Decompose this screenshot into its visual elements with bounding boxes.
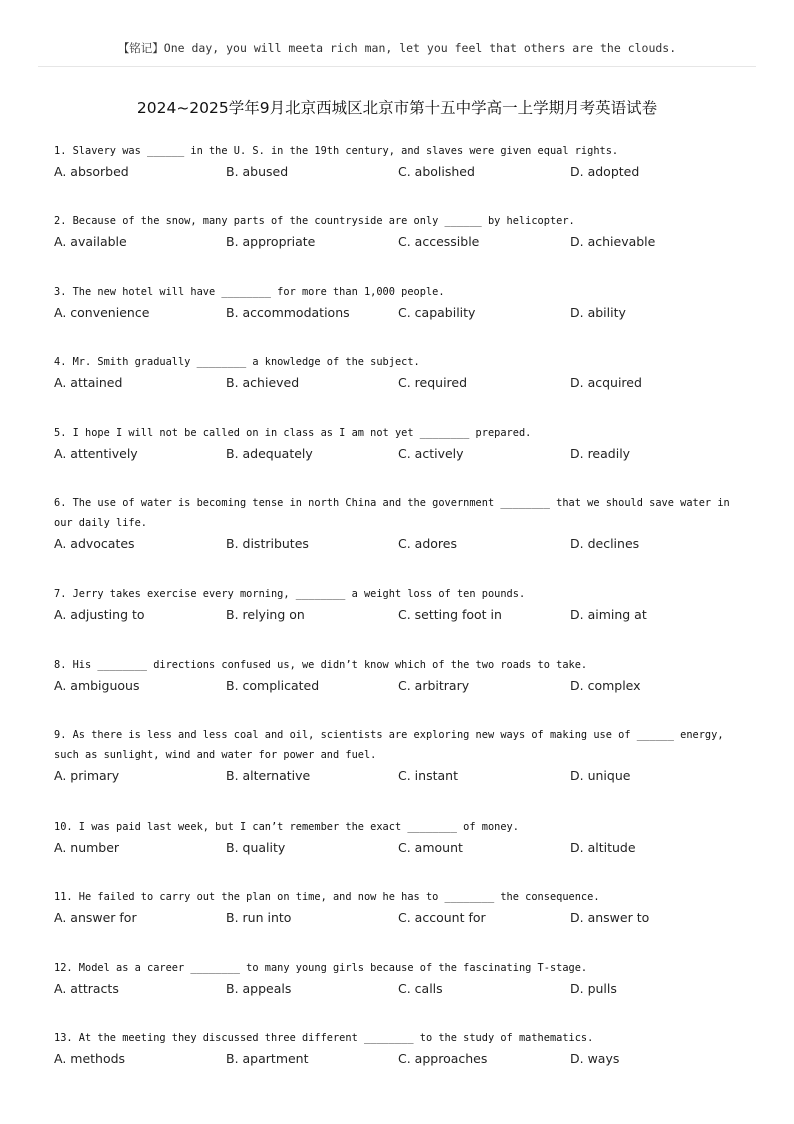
option-b: B. appropriate bbox=[226, 234, 316, 249]
option-c: C. capability bbox=[398, 305, 476, 320]
option-d: D. answer to bbox=[570, 910, 650, 925]
option-d: D. achievable bbox=[570, 234, 656, 249]
question-13 bbox=[54, 1028, 744, 1069]
question-10 bbox=[54, 817, 744, 858]
option-d: D. declines bbox=[570, 536, 640, 551]
question-1 bbox=[54, 141, 744, 182]
option-row bbox=[54, 979, 744, 999]
question-stem: 9. As there is less and less coal and oil, scientists are exploring new ways of making use of ______ energy, such as sunlight, wind and water for power and fuel. bbox=[54, 729, 730, 761]
option-c: C. calls bbox=[398, 981, 443, 996]
option-b: B. appeals bbox=[226, 981, 292, 996]
option-row bbox=[54, 373, 744, 393]
option-row bbox=[54, 838, 744, 858]
option-row bbox=[54, 534, 744, 554]
question-stem: 2. Because of the snow, many parts of the countryside are only ______ by helicopter. bbox=[54, 215, 575, 227]
option-a: A. attentively bbox=[54, 446, 138, 461]
question-11 bbox=[54, 887, 744, 928]
option-c: C. account for bbox=[398, 910, 486, 925]
option-row bbox=[54, 676, 744, 696]
option-d: D. readily bbox=[570, 446, 631, 461]
option-d: D. acquired bbox=[570, 375, 642, 390]
option-b: B. apartment bbox=[226, 1051, 309, 1066]
question-7 bbox=[54, 584, 744, 625]
question-stem: 1. Slavery was ______ in the U. S. in the 19th century, and slaves were given equal rights. bbox=[54, 145, 619, 157]
option-a: A. absorbed bbox=[54, 164, 129, 179]
option-a: A. attained bbox=[54, 375, 123, 390]
option-b: B. run into bbox=[226, 910, 292, 925]
option-a: A. answer for bbox=[54, 910, 137, 925]
option-a: A. advocates bbox=[54, 536, 135, 551]
option-d: D. altitude bbox=[570, 840, 636, 855]
option-c: C. arbitrary bbox=[398, 678, 470, 693]
option-a: A. attracts bbox=[54, 981, 119, 996]
question-stem: 11. He failed to carry out the plan on time, and now he has to ________ the consequence. bbox=[54, 891, 600, 903]
option-b: B. achieved bbox=[226, 375, 300, 390]
question-stem: 13. At the meeting they discussed three different ________ to the study of mathematics. bbox=[54, 1032, 594, 1044]
question-4 bbox=[54, 352, 744, 393]
question-9 bbox=[54, 725, 744, 786]
option-d: D. unique bbox=[570, 768, 631, 783]
option-row bbox=[54, 232, 744, 252]
header-divider bbox=[38, 66, 756, 67]
option-a: A. number bbox=[54, 840, 120, 855]
question-stem: 6. The use of water is becoming tense in north China and the government ________ that we should save water in our daily life. bbox=[54, 497, 736, 529]
option-row bbox=[54, 908, 744, 928]
question-stem: 4. Mr. Smith gradually ________ a knowledge of the subject. bbox=[54, 356, 420, 368]
option-c: C. approaches bbox=[398, 1051, 488, 1066]
question-3 bbox=[54, 282, 744, 323]
option-b: B. complicated bbox=[226, 678, 320, 693]
option-c: C. required bbox=[398, 375, 468, 390]
page-header-motto: 【铭记】One day, you will meeta rich man, let you feel that others are the clouds. bbox=[117, 41, 677, 55]
option-d: D. ability bbox=[570, 305, 626, 320]
question-stem: 12. Model as a career ________ to many young girls because of the fascinating T-stage. bbox=[54, 962, 588, 974]
question-stem: 7. Jerry takes exercise every morning, ________ a weight loss of ten pounds. bbox=[54, 588, 526, 600]
option-b: B. relying on bbox=[226, 607, 305, 622]
option-row bbox=[54, 444, 744, 464]
option-d: D. adopted bbox=[570, 164, 640, 179]
option-c: C. instant bbox=[398, 768, 458, 783]
option-b: B. accommodations bbox=[226, 305, 350, 320]
option-a: A. convenience bbox=[54, 305, 150, 320]
option-d: D. complex bbox=[570, 678, 641, 693]
option-b: B. distributes bbox=[226, 536, 309, 551]
option-a: A. adjusting to bbox=[54, 607, 145, 622]
question-8 bbox=[54, 655, 744, 696]
question-5 bbox=[54, 423, 744, 464]
option-a: A. methods bbox=[54, 1051, 126, 1066]
option-c: C. adores bbox=[398, 536, 457, 551]
option-a: A. primary bbox=[54, 768, 120, 783]
option-b: B. alternative bbox=[226, 768, 311, 783]
option-c: C. abolished bbox=[398, 164, 475, 179]
question-stem: 8. His ________ directions confused us, we didn’t know which of the two roads to take. bbox=[54, 659, 588, 671]
option-b: B. quality bbox=[226, 840, 286, 855]
question-stem: 10. I was paid last week, but I can’t remember the exact ________ of money. bbox=[54, 821, 519, 833]
question-stem: 5. I hope I will not be called on in class as I am not yet ________ prepared. bbox=[54, 427, 532, 439]
option-d: D. aiming at bbox=[570, 607, 647, 622]
question-2 bbox=[54, 211, 744, 252]
question-stem: 3. The new hotel will have ________ for more than 1,000 people. bbox=[54, 286, 445, 298]
option-row bbox=[54, 1049, 744, 1069]
option-row bbox=[54, 162, 744, 182]
option-a: A. available bbox=[54, 234, 127, 249]
option-b: B. abused bbox=[226, 164, 289, 179]
option-d: D. pulls bbox=[570, 981, 617, 996]
question-12 bbox=[54, 958, 744, 999]
option-row bbox=[54, 303, 744, 323]
option-c: C. accessible bbox=[398, 234, 480, 249]
option-c: C. amount bbox=[398, 840, 463, 855]
question-6 bbox=[54, 493, 744, 554]
option-b: B. adequately bbox=[226, 446, 313, 461]
option-a: A. ambiguous bbox=[54, 678, 140, 693]
option-c: C. actively bbox=[398, 446, 464, 461]
option-row bbox=[54, 766, 744, 786]
option-d: D. ways bbox=[570, 1051, 620, 1066]
option-c: C. setting foot in bbox=[398, 607, 502, 622]
page-title: 2024~2025学年9月北京西城区北京市第十五中学高一上学期月考英语试卷 bbox=[136, 99, 658, 117]
option-row bbox=[54, 605, 744, 625]
